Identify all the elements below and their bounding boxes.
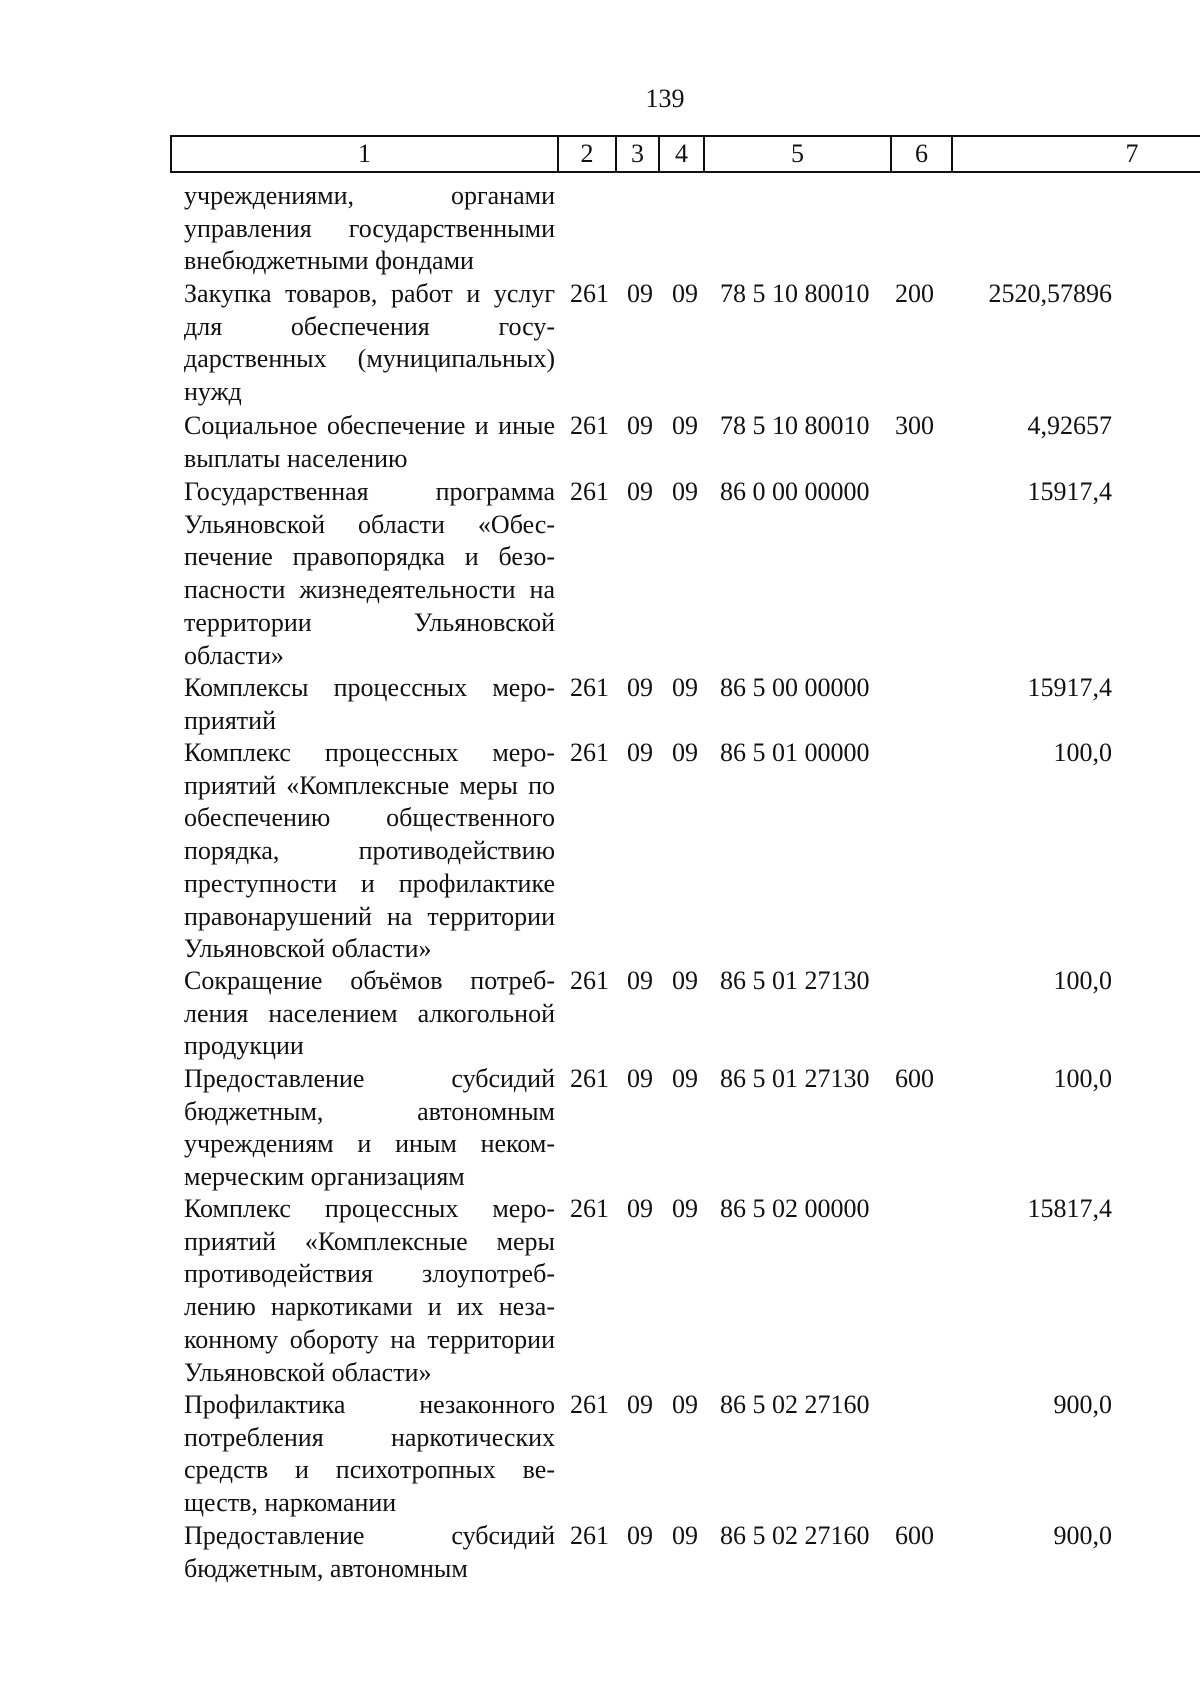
row-description: Комплекс процессных мероприятий «Комплексные меры по обеспечению общественного порядка, противодействию преступности и профилактике правонарушений на территории Ульяновской области» bbox=[184, 738, 555, 964]
row-col-5: 86 5 01 27130 bbox=[720, 966, 870, 995]
row-col-5: 86 5 00 00000 bbox=[720, 673, 870, 702]
row-col-5: 78 5 10 80010 bbox=[720, 279, 870, 308]
row-col-7: 900,0 bbox=[1053, 1521, 1112, 1550]
row-col-5: 86 5 01 00000 bbox=[720, 738, 870, 767]
header-col-3: 3 bbox=[617, 137, 660, 171]
row-col-3: 09 bbox=[627, 477, 653, 506]
header-col-2: 2 bbox=[559, 137, 617, 171]
header-col-7: 7 bbox=[1125, 139, 1139, 168]
row-description: Комплекс процессных мероприятий «Комплексные меры противодействия злоупотреблению наркотиками и их незаконному обороту на территории Ульяновской области» bbox=[184, 1194, 555, 1387]
row-col-2: 261 bbox=[570, 1064, 609, 1093]
row-col-4: 09 bbox=[672, 1194, 698, 1223]
row-col-7: 900,0 bbox=[1053, 1390, 1112, 1419]
header-col-1: 1 bbox=[172, 137, 559, 171]
row-col-3: 09 bbox=[627, 1390, 653, 1419]
row-col-2: 261 bbox=[570, 477, 609, 506]
row-col-7: 4,92657 bbox=[1027, 411, 1112, 440]
row-description: Комплексы процессных мероприятий bbox=[184, 673, 555, 735]
row-col-5: 86 5 02 27160 bbox=[720, 1390, 870, 1419]
row-col-5: 86 5 02 00000 bbox=[720, 1194, 870, 1223]
row-description: Профилактика незаконного потребления наркотических средств и психотропных веществ, наркомании bbox=[184, 1390, 555, 1518]
row-description: Закупка товаров, работ и услуг для обеспечения государственных (муниципальных) нужд bbox=[184, 279, 555, 407]
row-col-3: 09 bbox=[627, 279, 653, 308]
row-col-7: 100,0 bbox=[1053, 966, 1112, 995]
row-col-6: 600 bbox=[895, 1521, 934, 1550]
row-col-6: 300 bbox=[895, 411, 934, 440]
row-col-5: 78 5 10 80010 bbox=[720, 411, 870, 440]
row-col-3: 09 bbox=[627, 673, 653, 702]
row-col-2: 261 bbox=[570, 738, 609, 767]
row-col-7: 100,0 bbox=[1053, 738, 1112, 767]
row-description: Сокращение объёмов потребления населением алкогольной продукции bbox=[184, 966, 555, 1061]
row-col-3: 09 bbox=[627, 1194, 653, 1223]
row-col-2: 261 bbox=[570, 1194, 609, 1223]
row-col-4: 09 bbox=[672, 279, 698, 308]
row-col-5: 86 5 01 27130 bbox=[720, 1064, 870, 1093]
row-col-4: 09 bbox=[672, 673, 698, 702]
row-col-4: 09 bbox=[672, 477, 698, 506]
row-col-5: 86 5 02 27160 bbox=[720, 1521, 870, 1550]
row-col-6: 600 bbox=[895, 1064, 934, 1093]
row-col-3: 09 bbox=[627, 738, 653, 767]
row-col-7: 15917,4 bbox=[1027, 477, 1112, 506]
row-col-2: 261 bbox=[570, 966, 609, 995]
table-header bbox=[170, 135, 1200, 173]
row-col-3: 09 bbox=[627, 1064, 653, 1093]
header-col-5: 5 bbox=[705, 137, 892, 171]
row-description: Социальное обеспечение и иные выплаты населению bbox=[184, 411, 555, 473]
row-col-3: 09 bbox=[627, 1521, 653, 1550]
row-col-2: 261 bbox=[570, 279, 609, 308]
row-description: Предоставление субсидий бюджетным, автономным bbox=[184, 1521, 555, 1583]
row-col-7: 2520,57896 bbox=[988, 279, 1112, 308]
row-col-3: 09 bbox=[627, 966, 653, 995]
row-col-5: 86 0 00 00000 bbox=[720, 477, 870, 506]
row-col-2: 261 bbox=[570, 1390, 609, 1419]
row-col-4: 09 bbox=[672, 411, 698, 440]
row-col-4: 09 bbox=[672, 1521, 698, 1550]
page-number: 139 bbox=[645, 84, 685, 113]
row-description: учреждениями, органами управления государственными внебюджетными фондами bbox=[184, 181, 555, 276]
header-col-4: 4 bbox=[660, 137, 705, 171]
row-col-3: 09 bbox=[627, 411, 653, 440]
row-col-4: 09 bbox=[672, 966, 698, 995]
row-col-2: 261 bbox=[570, 1521, 609, 1550]
row-col-2: 261 bbox=[570, 673, 609, 702]
row-col-4: 09 bbox=[672, 1390, 698, 1419]
row-col-7: 15917,4 bbox=[1027, 673, 1112, 702]
row-description: Государственная программа Ульяновской области «Обеспечение правопорядка и безопасности жизнедеятельности на территории Ульяновской области» bbox=[184, 477, 555, 670]
row-col-7: 100,0 bbox=[1053, 1064, 1112, 1093]
row-col-7: 15817,4 bbox=[1027, 1194, 1112, 1223]
row-col-6: 200 bbox=[895, 279, 934, 308]
row-col-4: 09 bbox=[672, 738, 698, 767]
row-col-4: 09 bbox=[672, 1064, 698, 1093]
row-col-2: 261 bbox=[570, 411, 609, 440]
row-description: Предоставление субсидий бюджетным, автономным учреждениям и иным некоммерческим организациям bbox=[184, 1064, 555, 1192]
header-col-6: 6 bbox=[892, 137, 953, 171]
